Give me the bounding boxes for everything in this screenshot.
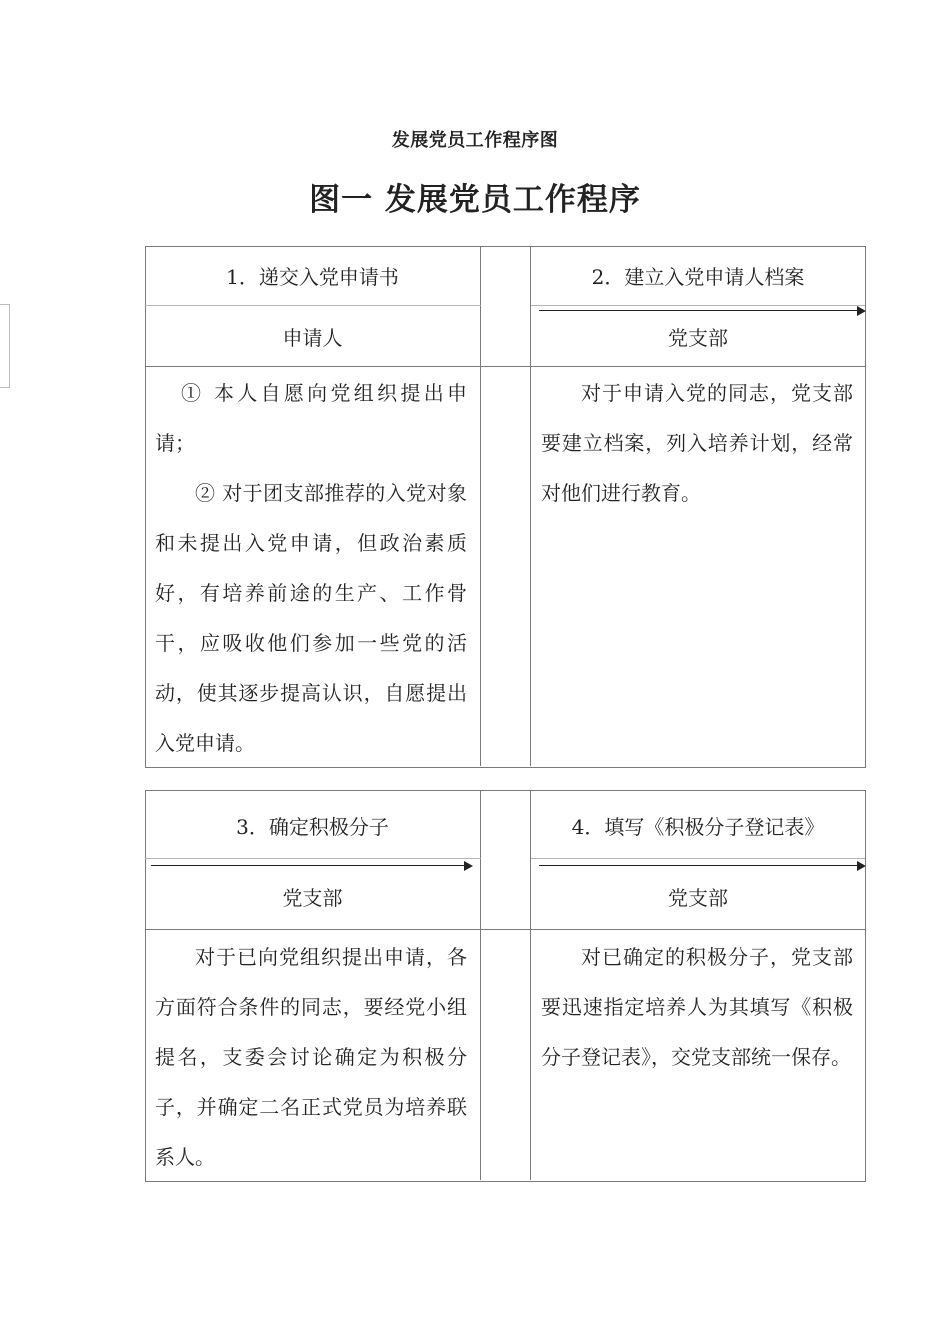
step-3-role: 党支部 bbox=[282, 886, 343, 910]
step-1-role: 申请人 bbox=[282, 326, 343, 350]
step-4-text: 对已确定的积极分子，党支部要迅速指定培养人为其填写《积极分子登记表》，交党支部统一保存。 bbox=[541, 945, 853, 1069]
step-4-description bbox=[541, 932, 853, 1082]
step-1-item-1: ① 本人自愿向党组织提出申请； bbox=[155, 381, 467, 455]
step-3-description bbox=[155, 932, 467, 1182]
role-divider bbox=[145, 366, 865, 367]
header-divider-left bbox=[145, 305, 481, 306]
role-divider bbox=[145, 929, 865, 930]
flow-arrow-right bbox=[539, 861, 866, 871]
arrow-head-icon bbox=[857, 861, 866, 871]
step-4-role: 党支部 bbox=[668, 886, 728, 910]
step-1-label: 1．递交入党申请书 bbox=[226, 265, 399, 289]
column-divider-left bbox=[480, 246, 481, 766]
procedure-block-1 bbox=[145, 246, 866, 766]
step-2-text: 对于申请入党的同志，党支部要建立档案，列入培养计划，经常对他们进行教育。 bbox=[541, 381, 853, 505]
step-2-label: 2．建立入党申请人档案 bbox=[591, 265, 805, 289]
flow-arrow bbox=[539, 306, 866, 316]
procedure-block-2 bbox=[145, 790, 866, 1180]
step-2-description bbox=[541, 368, 853, 518]
step-1-description bbox=[155, 368, 467, 768]
step-4-label: 4．填写《积极分子登记表》 bbox=[571, 815, 825, 839]
header-divider-left bbox=[145, 858, 481, 859]
step-2-role: 党支部 bbox=[668, 326, 728, 350]
column-divider-left bbox=[480, 790, 481, 1180]
step-3-text: 对于已向党组织提出申请，各方面符合条件的同志，要经党小组提名，支委会讨论确定为积极分子，并确定二名正式党员为培养联系人。 bbox=[155, 945, 467, 1169]
column-divider-right bbox=[530, 790, 531, 1180]
arrow-head-icon bbox=[857, 306, 866, 316]
header-divider-right bbox=[531, 858, 865, 859]
flow-arrow-left bbox=[151, 861, 473, 871]
page-title: 发展党员工作程序图 bbox=[391, 130, 559, 151]
page-edge-marker bbox=[0, 304, 10, 388]
arrow-head-icon bbox=[464, 861, 473, 871]
step-3-label: 3．确定积极分子 bbox=[236, 815, 389, 839]
figure-title: 图一 发展党员工作程序 bbox=[309, 182, 641, 218]
step-1-item-2: ② 对于团支部推荐的入党对象和未提出入党申请，但政治素质好，有培养前途的生产、工作骨干，应吸收他们参加一些党的活动，使其逐步提高认识，自愿提出入党申请。 bbox=[155, 481, 467, 755]
